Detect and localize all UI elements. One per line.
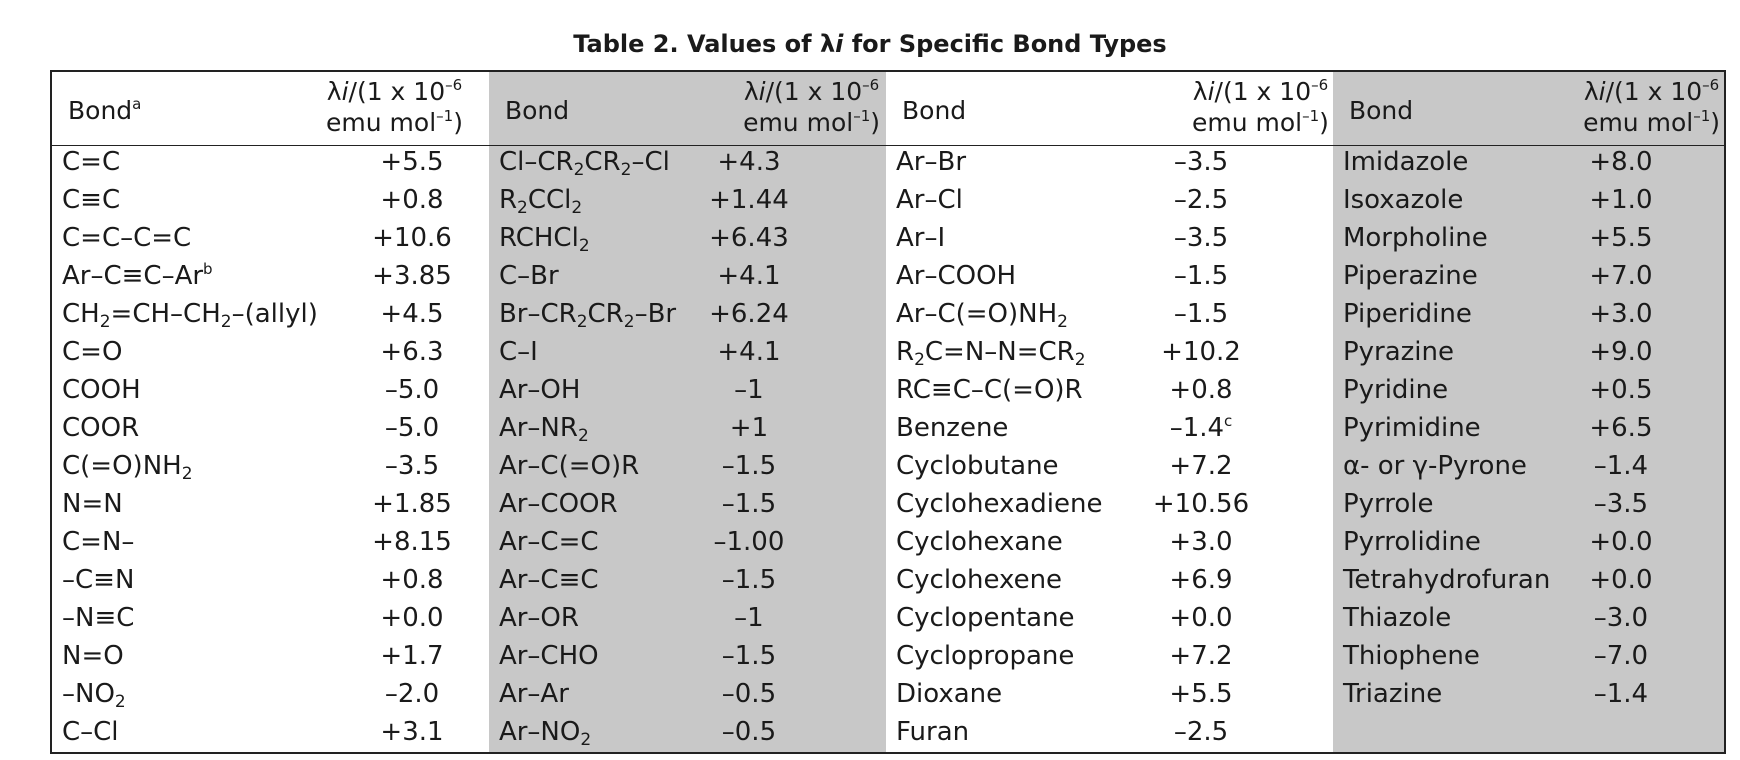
lambda-value: –1.00 (713, 527, 785, 557)
lambda-header-label: λi/(1 x $10^{-6}$ emu mol$^{-1}$) (326, 76, 463, 137)
lambda-value: +0.8 (1169, 375, 1233, 405)
bond-name: Ar–OH (498, 375, 581, 405)
lambda-value: –1.5 (721, 489, 777, 519)
table-row (886, 716, 1333, 754)
bond-name: Pyrrolidine (1342, 527, 1481, 557)
lambda-value: +8.15 (372, 527, 452, 557)
lambda-value: –0.5 (721, 679, 777, 709)
lambda-value: +0.0 (380, 603, 444, 633)
bond-header-label: Bond (504, 96, 570, 125)
bond-name: Ar–Br (896, 147, 967, 177)
lambda-value: –1.5 (721, 641, 777, 671)
lambda-header-label: λi/(1 x $10^{-6}$ emu mol$^{-1}$) (743, 76, 880, 137)
bond-name: Cyclopropane (896, 641, 1075, 671)
table-row (1333, 374, 1724, 412)
table-row (886, 298, 1333, 336)
lambda-value: –3.5 (1173, 223, 1229, 253)
table-row (1333, 222, 1724, 260)
bond-name: Ar–COOH (896, 261, 1017, 291)
lambda-value: +0.8 (380, 565, 444, 595)
lambda-value: +4.3 (717, 147, 781, 177)
bond-name: N=N (62, 489, 123, 519)
lambda-value: +4.1 (717, 261, 781, 291)
bond-name: Pyrazine (1342, 337, 1454, 367)
bond-name: $Cl-CR_2CR_2-Cl$ (498, 147, 670, 180)
bond-name: Benzene (896, 413, 1009, 443)
bond-name: Ar–I (896, 223, 946, 253)
lambda-value: +1.44 (709, 185, 789, 215)
lambda-value: –1.4 (1593, 451, 1649, 481)
lambda-value: +0.0 (1589, 565, 1653, 595)
bond-name: Pyridine (1342, 375, 1449, 405)
lambda-value: –1 (734, 375, 764, 405)
bond-name: C–I (498, 337, 538, 367)
bond-name: Ar–COOR (498, 489, 618, 519)
table-row (886, 146, 1333, 184)
lambda-value: –1 (734, 603, 764, 633)
bond-name: Thiophene (1342, 641, 1480, 671)
bond-name: Ar–OR (498, 603, 579, 633)
lambda-value: –3.0 (1593, 603, 1649, 633)
lambda-value: +3.85 (372, 261, 452, 291)
bond-name: Imidazole (1342, 147, 1469, 177)
table-body (52, 146, 489, 754)
bond-name: Ar–C(=O)R (498, 451, 640, 481)
bond-name: $Br-CR_2CR_2-Br$ (498, 299, 677, 332)
lambda-value: +3.1 (380, 717, 444, 747)
lambda-value: +6.43 (709, 223, 789, 253)
table-row (886, 678, 1333, 716)
table-row (886, 564, 1333, 602)
bond-name: C≡C (62, 185, 121, 215)
lambda-value: –1.5 (1173, 299, 1229, 329)
bond-name: N=O (62, 641, 124, 671)
column-panel-1 (52, 72, 489, 752)
bond-name: Dioxane (896, 679, 1003, 709)
table-row (1333, 640, 1724, 678)
lambda-value: +3.0 (1169, 527, 1233, 557)
table-row (52, 678, 489, 716)
table-row (52, 336, 489, 374)
bond-name: Piperazine (1342, 261, 1478, 291)
bond-name: C=O (62, 337, 123, 367)
lambda-value: +7.2 (1169, 641, 1233, 671)
bond-name: Thiazole (1342, 603, 1452, 633)
bond-name: C–Br (498, 261, 559, 291)
table-row (1333, 450, 1724, 488)
lambda-value: +5.5 (1169, 679, 1233, 709)
lambda-value: +6.9 (1169, 565, 1233, 595)
lambda-value: +0.0 (1169, 603, 1233, 633)
table-row (1333, 336, 1724, 374)
table-row (1333, 260, 1724, 298)
table-row (52, 526, 489, 564)
bond-name: C–Cl (62, 717, 119, 747)
table-row (52, 260, 489, 298)
table-row (489, 678, 886, 716)
table-row (489, 602, 886, 640)
lambda-value: +6.3 (380, 337, 444, 367)
lambda-value: –3.5 (1173, 147, 1229, 177)
table-row (1333, 412, 1724, 450)
bond-name: C=C (62, 147, 121, 177)
table-row (886, 374, 1333, 412)
bond-name: RCHCl$_2$ (498, 223, 590, 256)
lambda-value: –3.5 (1593, 489, 1649, 519)
bond-name: $R_2C=N-N=CR_2$ (896, 337, 1086, 370)
bond-name: Morpholine (1342, 223, 1488, 253)
column-panel-2 (489, 72, 886, 752)
table-row (886, 260, 1333, 298)
bond-name: $Ar-NR_2$ (498, 413, 589, 446)
column-panel-4 (1333, 72, 1724, 752)
bond-name: Pyrimidine (1342, 413, 1481, 443)
bond-name: COOR (62, 413, 140, 443)
table-row (52, 374, 489, 412)
lambda-value: –1.5 (721, 451, 777, 481)
table-body (489, 146, 886, 754)
lambda-value: –2.0 (384, 679, 440, 709)
bond-name: $Ar-C(=O)NH_2$ (896, 299, 1068, 332)
column-header (489, 72, 886, 146)
bond-name: Cyclohexadiene (896, 489, 1103, 519)
column-header (1333, 72, 1724, 146)
table-row (886, 336, 1333, 374)
lambda-value: +1.7 (380, 641, 444, 671)
bond-name: $-NO_2$ (62, 679, 126, 712)
bond-name: RC≡C–C(=O)R (896, 375, 1083, 405)
lambda-value: +0.0 (1589, 527, 1653, 557)
table-body (1333, 146, 1724, 716)
lambda-value: +0.5 (1589, 375, 1653, 405)
bond-name: $C(=O)NH_2$ (62, 451, 193, 484)
table-row (489, 564, 886, 602)
bond-name: Pyrrole (1342, 489, 1434, 519)
bond-name: Cyclohexene (896, 565, 1063, 595)
table-row (489, 184, 886, 222)
lambda-value: +4.5 (380, 299, 444, 329)
table-row (52, 488, 489, 526)
bond-name: $Ar-NO_2$ (498, 717, 592, 750)
lambda-value: +6.5 (1589, 413, 1653, 443)
table-row (1333, 146, 1724, 184)
bond-name: $Ar-C\equiv C-Ar^b$ (62, 260, 213, 291)
table-row (886, 526, 1333, 564)
table-row (886, 450, 1333, 488)
lambda-value: +8.0 (1589, 147, 1653, 177)
lambda-value: +1.85 (372, 489, 452, 519)
table-row (52, 640, 489, 678)
table-row (886, 412, 1333, 450)
table-row (52, 412, 489, 450)
lambda-value: +10.6 (372, 223, 452, 253)
lambda-value: +10.2 (1161, 337, 1241, 367)
table-row (489, 716, 886, 754)
bond-name: COOH (62, 375, 141, 405)
bond-name: Triazine (1342, 679, 1443, 709)
table-row (52, 450, 489, 488)
lambda-value: –1.4$^c$ (1169, 412, 1233, 443)
lambda-value: +7.2 (1169, 451, 1233, 481)
bond-values-table (50, 70, 1726, 754)
column-header (52, 72, 489, 146)
column-panel-3 (886, 72, 1333, 752)
table-row (1333, 564, 1724, 602)
lambda-value: +1 (729, 413, 769, 443)
table-body (886, 146, 1333, 754)
bond-name: C=C–C=C (62, 223, 192, 253)
table-row (52, 716, 489, 754)
bond-header-label: Bond (1348, 96, 1414, 125)
table-row (489, 298, 886, 336)
lambda-value: +0.8 (380, 185, 444, 215)
bond-name: Cyclobutane (896, 451, 1059, 481)
table-row (886, 488, 1333, 526)
bond-name: Ar–C=C (498, 527, 599, 557)
lambda-value: +4.1 (717, 337, 781, 367)
table-row (52, 184, 489, 222)
lambda-value: –5.0 (384, 413, 440, 443)
bond-name: Cyclohexane (896, 527, 1063, 557)
bond-name: Furan (896, 717, 970, 747)
table-row (1333, 488, 1724, 526)
bond-name: Ar–CHO (498, 641, 599, 671)
bond-name: –C≡N (62, 565, 135, 595)
lambda-value: +5.5 (1589, 223, 1653, 253)
table-row (489, 374, 886, 412)
lambda-value: –0.5 (721, 717, 777, 747)
bond-name: Piperidine (1342, 299, 1472, 329)
bond-name: Ar–C≡C (498, 565, 599, 595)
lambda-value: +5.5 (380, 147, 444, 177)
table-row (489, 450, 886, 488)
table-row (1333, 678, 1724, 716)
bond-name: $CH_2=CH-CH_2-(allyl)$ (62, 299, 318, 332)
bond-name: –N≡C (62, 603, 135, 633)
table-title (0, 30, 1740, 58)
lambda-value: +10.56 (1152, 489, 1250, 519)
table-row (1333, 602, 1724, 640)
bond-name: Ar–Ar (498, 679, 569, 709)
lambda-value: –2.5 (1173, 717, 1229, 747)
lambda-header-label: λi/(1 x $10^{-6}$ emu mol$^{-1}$) (1583, 76, 1720, 137)
lambda-value: –7.0 (1593, 641, 1649, 671)
table-row (52, 298, 489, 336)
bond-name: Tetrahydrofuran (1342, 565, 1551, 595)
lambda-value: +3.0 (1589, 299, 1653, 329)
table-row (489, 526, 886, 564)
lambda-value: –3.5 (384, 451, 440, 481)
lambda-value: –1.4 (1593, 679, 1649, 709)
column-header (886, 72, 1333, 146)
bond-name: Cyclopentane (896, 603, 1075, 633)
bond-name: $R_2CCl_2$ (498, 185, 583, 218)
table-row (1333, 526, 1724, 564)
table-row (886, 640, 1333, 678)
table-row (52, 564, 489, 602)
table-row (489, 260, 886, 298)
lambda-value: –1.5 (1173, 261, 1229, 291)
bond-name: Isoxazole (1342, 185, 1464, 215)
table-row (489, 488, 886, 526)
lambda-value: +1.0 (1589, 185, 1653, 215)
table-row (886, 602, 1333, 640)
lambda-value: –1.5 (721, 565, 777, 595)
table-row (886, 222, 1333, 260)
lambda-value: +9.0 (1589, 337, 1653, 367)
bond-name: α- or γ-Pyrone (1342, 451, 1527, 481)
table-row (1333, 298, 1724, 336)
table-row (52, 222, 489, 260)
lambda-value: +7.0 (1589, 261, 1653, 291)
table-row (52, 146, 489, 184)
table-title-text: Table 2. Values of λi for Specific Bond Types (573, 30, 1167, 58)
table-row (489, 640, 886, 678)
bond-name: Ar–Cl (896, 185, 963, 215)
lambda-value: –2.5 (1173, 185, 1229, 215)
table-row (489, 222, 886, 260)
lambda-value: –5.0 (384, 375, 440, 405)
bond-name: C=N– (62, 527, 135, 557)
table-row (489, 412, 886, 450)
table-row (489, 336, 886, 374)
table-row (886, 184, 1333, 222)
table-row (489, 146, 886, 184)
lambda-header-label: λi/(1 x $10^{-6}$ emu mol$^{-1}$) (1192, 76, 1329, 137)
bond-header-label: Bond (902, 96, 967, 125)
lambda-value: +6.24 (709, 299, 789, 329)
table-row (1333, 184, 1724, 222)
table-row (52, 602, 489, 640)
bond-header-label: Bond$^a$ (68, 95, 142, 125)
